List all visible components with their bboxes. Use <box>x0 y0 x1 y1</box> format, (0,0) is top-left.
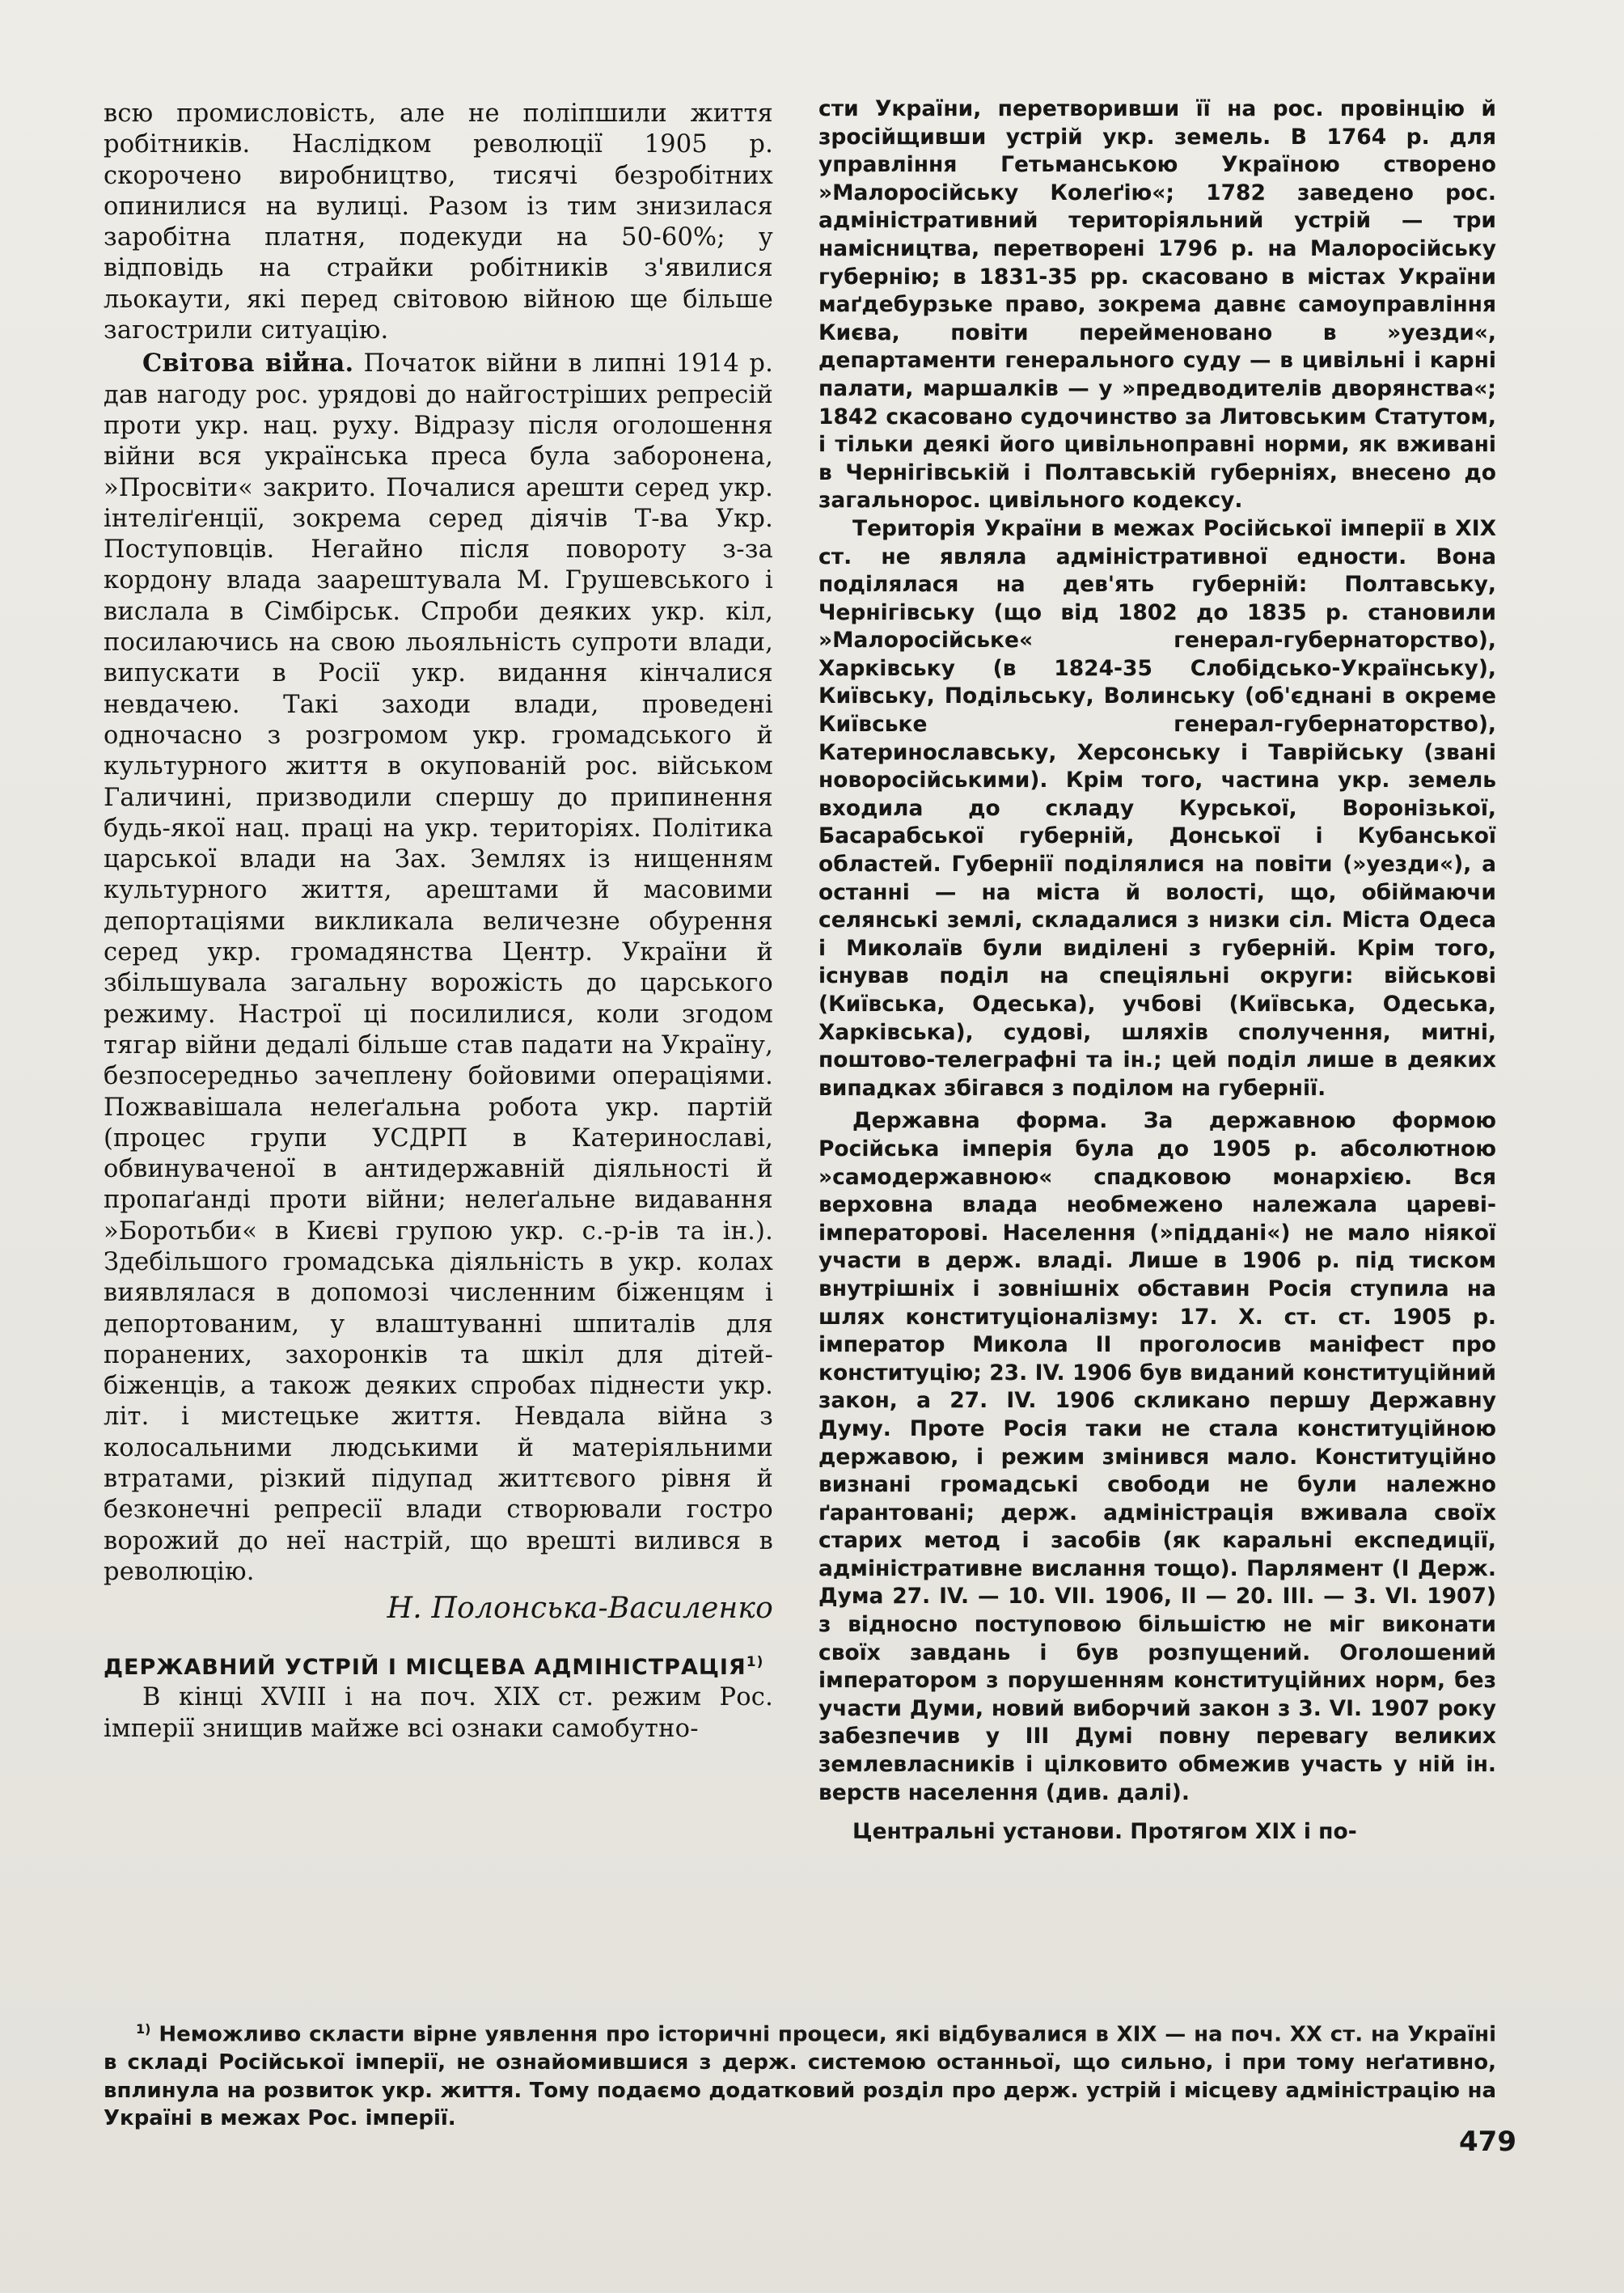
paragraph-state-form-text: За державною формою Російська імперія була до 1905 р. абсолютною »самодержавною« спадковою монархією. Вся верховна влада необмежено належала цареві-імператорові. Населення (»піддані«) не мало ніякої участи в держ. владі. Лише в 1906 р. під тиском внутрішніх і зовнішніх обставин Росія ступила на шлях конституціоналізму: 17. X. ст. ст. 1905 р. імператор Микола II проголосив маніфест про конституцію; 23. IV. 1906 був виданий конституційний закон, а 27. IV. 1906 скликано першу Державну Думу. Проте Росія таки не стала конституційною державою, і режим змінився мало. Конституційно визнані громадські свободи не були належно ґарантовані; держ. адміністрація вживала своїх старих метод і засобів (як каральні експедиції, адміністративне вислання тощо). Парлямент (I Держ. Дума 27. IV. — 10. VII. 1906, II — 20. III. — 3. VI. 1907) з відносно поступовою більшістю не міг виконати своїх завдань і був розпущений. Оголошений імператором з порушенням конституційних норм, без участи Думи, новий виборчий закон з 3. VI. 1907 року забезпечив у III Думі повну перевагу великих землевласників і цілковито обмежив участь у ній ін. верств населення (див. далі). <box>818 1108 1497 1805</box>
section-heading-world-war: Світова війна. <box>142 349 354 379</box>
section-heading-territory: Територія <box>852 515 976 541</box>
footnote <box>104 2016 1496 2133</box>
paragraph-world-war-text: Початок війни в липні 1914 р. дав нагоду рос. урядові до найгостріших репресій проти укр. нац. руху. Відразу після оголошення війни вся українська преса була заборонена, »Просвіти« закрито. Почалися арешти серед укр. інтеліґенції, зокрема серед діячів Т-ва Укр. Поступовців. Негайно після повороту з-за кордону влада заарештувала М. Грушевського і вислала в Сімбірськ. Спроби деяких укр. кіл, посилаючись на свою льояльність супроти влади, випускати в Росії укр. видання кінчалися невдачею. Такі заходи влади, проведені одночасно з розгромом укр. громадського й культурного життя в окупованій рос. військом Галичині, призводили спершу до припинення будь-якої нац. праці на укр. територіях. Політика царської влади на Зах. Землях із нищенням культурного життя, арештами й масовими депортаціями викликала величезне обурення серед укр. громадянства Центр. України й збільшувала загальну ворожість до царського режиму. Настрої ці посилилися, коли згодом тягар війни дедалі більше став падати на Україну, безпосередньо зачеплену бойовими операціями. Пожвавішала нелеґальна робота укр. партій (процес групи УСДРП в Катеринославі, обвинуваченої в антидержавній діяльності й пропаґанді проти війни; нелеґальне видавання »Боротьби« в Києві групою укр. с.-р-ів та ін.). Здебільшого громадська діяльність в укр. колах виявлялася в допомозі численним біженцям і депортованим, у влаштуванні шпиталів для поранених, захоронків та шкіл для дітей-біженців, а також деяких спробах піднести укр. літ. і мистецьке життя. Невдала війна з колосальними людськими й матеріяльними втратами, різкий підупад життєвого рівня й безконечні репресії влади створювали гостро ворожий до неї настрій, що врешті вилився в революцію. <box>104 349 773 1586</box>
section-title-text: ДЕРЖАВНИЙ УСТРІЙ І МІСЦЕВА АДМІНІСТРАЦІЯ <box>104 1655 746 1681</box>
paragraph-industry: всю промисловість, але не поліпшили життя робітників. Наслідком революції 1905 р. скорочено виробництво, тисячі безробітних опинилися на вулиці. Разом із тим знизилася заробітна платня, подекуди на 50-60%; у відповідь на страйки робітників з'явилися льокаути, які перед світовою війною ще більше загострили ситуацію. <box>104 99 773 345</box>
footnote-text: Неможливо скласти вірне уявлення про історичні процеси, які відбувалися в XIX — на поч. XX ст. на Україні в складі Російської імперії, не ознайомившися з держ. системою останньої, що сильно, і при тому неґативно, вплинула на розвиток укр. життя. Тому подаємо додатковий розділ про держ. устрій і місцеву адміністрацію на Україні в межах Рос. імперії. <box>104 2022 1496 2131</box>
paragraph-central-institutions-text: Протягом XIX і по- <box>1130 1819 1357 1845</box>
footnote-mark: 1) <box>136 2021 151 2037</box>
section-heading-state-form: Державна форма. <box>852 1108 1108 1134</box>
paragraph-continuation: сти України, перетворивши її на рос. провінцію й зросійщивши устрій укр. земель. В 1764 р. для управління Гетьманською Україною створено »Малоросійську Колеґію«; 1782 заведено рос. адміністративний територіяльний устрій — три намісництва, перетворені 1796 р. на Малоросійську губернію; в 1831-35 рр. скасовано в містах України маґдебурзьке право, зокрема давнє самоуправління Києва, повіти перейменовано в »уезди«, департаменти генерального суду — в цивільні і карні палати, маршалків — у »предводителів дворянства«; 1842 скасовано судочинство за Литовським Статутом, і тільки деякі його цивільноправні норми, як вживані в Чернігівській і Полтавській губерніях, внесено до загальноpoc. цивільного кодексу. <box>818 96 1496 514</box>
paragraph-central-institutions <box>818 1818 1496 1847</box>
section-heading-central-institutions: Центральні установи. <box>852 1819 1123 1845</box>
paragraph-territory-text: України в межах Російської імперії в XIX ст. не являла адміністративної едности. Вона поділялася на дев'ять губерній: Полтавську, Чернігівську (що від 1802 до 1835 р. становили »Малоросійське« генерал-губернаторство), Харківську (в 1824-35 Слобідсько-Українську), Київську, Подільську, Волинську (об'єднані в окреме Київське генерал-губернаторство), Катеринославську, Херсонську і Таврійську (звані новоросійськими). Крім того, частина укр. земель входила до складу Курської, Воронізької, Басарабської губерній, Донської і Кубанської областей. Губернії поділялися на повіти (»уезди«), а останні — на міста й волості, що, обіймаючи селянські землі, складалися з низки сіл. Міста Одеса і Миколаїв були виділені з губерній. Крім того, існував поділ на спеціяльні округи: військові (Київська, Одеська), учбові (Київська, Одеська, Харківська), судові, шляхів сполучення, митні, поштово-телеграфні та ін.; цей поділ лише в деяких випадках збігався з поділом на губернії. <box>818 515 1497 1101</box>
paragraph-state-form <box>818 1107 1496 1807</box>
section-title <box>104 1648 773 1682</box>
paragraph-intro: В кінці XVIII і на поч. XIX ст. режим Рос. імперії знищив майже всі ознаки самобутно- <box>104 1683 773 1743</box>
page-number: 479 <box>1459 2126 1516 2158</box>
right-column <box>818 95 1496 1847</box>
paragraph-territory <box>818 515 1496 1102</box>
left-column <box>104 99 773 1745</box>
paragraph-world-war <box>104 348 773 1588</box>
footnote-ref: 1) <box>746 1654 764 1671</box>
author-signature: Н. Полонська-Василенко <box>387 1592 773 1626</box>
